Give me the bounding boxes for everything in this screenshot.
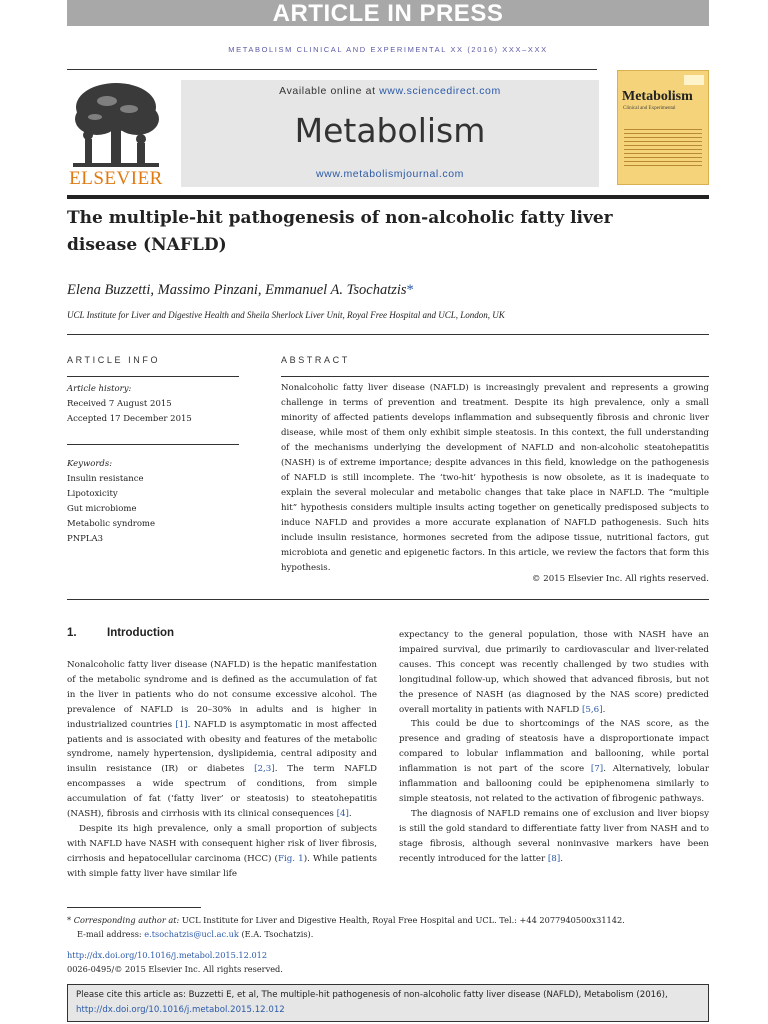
paragraph: Despite its high prevalence, only a small proportion of subjects with NAFLD have NASH with consequent higher risk of liver fibrosis, cirrhosis and hepatocellular carcinoma (HCC) (Fig. 1). While patients with simple fatty liver have similar life: [67, 823, 377, 879]
affiliation: UCL Institute for Liver and Digestive Health and Sheila Sherlock Liver Unit, Royal Free Hospital and UCL, London, UK: [67, 310, 505, 320]
affiliation-rule: [67, 334, 709, 335]
issn-copyright: 0026-0495/© 2015 Elsevier Inc. All rights reserved.: [67, 964, 283, 974]
paragraph: expectancy to the general population, those with NASH have an impaired survival, due primarily to cardiovascular and liver-related causes. This concept was recently challenged by two studies with longitudinal follow-up, which showed that advanced fibrosis, but not the presence of NASH (as diagnosed by the NAS score) predicted overall mortality in patients with NAFLD [5,6].: [399, 630, 709, 715]
paragraph: This could be due to shortcomings of the NAS score, as the presence and grading of steatosis have a disproportionate impact compared to lobular inflammation and ballooning, while portal inflammation is not part of the score [7]. Alternatively, lobular inflammation and ballooning could be epiphenomena similarly to simple steatosis, not related to the activation of fibrogenic pathways.: [399, 719, 709, 804]
article-info-heading: ARTICLE INFO: [67, 355, 161, 365]
footnote-mark: *: [67, 915, 72, 925]
cover-label-box: [684, 75, 704, 85]
section-heading-introduction: [67, 627, 174, 639]
article-history: [67, 382, 192, 427]
keyword-item: PNPLA3: [67, 534, 104, 544]
abstract-rule: [281, 376, 709, 377]
section-number: 1.: [67, 627, 77, 639]
publisher-wordmark: ELSEVIER: [69, 168, 163, 189]
citation-link[interactable]: [2,3]: [254, 764, 275, 775]
keywords-block: [67, 457, 155, 547]
abstract-text: Nonalcoholic fatty liver disease (NAFLD) is increasingly prevalent and represents a growing challenge in terms of prevention and treatment. Despite its high prevalence, only a small minority of affected patients develops inflammation and subsequently fibrosis and chronic liver disease, while most of them only exhibit simple steatosis. In this context, the full understanding of the mechanisms underlying the development of NAFLD and non-alcoholic steatohepatitis (NASH) is of extreme importance; despite advances in this field, knowledge on the pathogenesis of NAFLD is still incomplete. The ‘two-hit’ hypothesis is now obsolete, as it is inadequate to explain the several molecular and metabolic changes that take place in NAFLD. The “multiple hit” hypothesis considers multiple insults acting together on genetically predisposed subjects to induce NAFLD and provides a more accurate explanation of NAFLD pathogenesis. Such hits include insulin resistance, hormones secreted from the adipose tissue, nutritional factors, gut microbiota and genetic and epigenetic factors. In this article, we review the factors that form this hypothesis.: [281, 383, 709, 573]
body-column-left: [67, 658, 377, 882]
accepted-date: Accepted 17 December 2015: [67, 414, 192, 424]
footnote-text: UCL Institute for Liver and Digestive Health, Royal Free Hospital and UCL. Tel.: +44 2077940500x31142.: [179, 915, 625, 925]
section-title: Introduction: [107, 627, 175, 639]
front-matter-bottom-rule: [67, 599, 709, 600]
keywords-label: Keywords:: [67, 459, 113, 469]
keyword-item: Metabolic syndrome: [67, 519, 156, 529]
cover-subtitle: Clinical and Experimental: [623, 106, 676, 111]
article-info-rule: [67, 376, 239, 377]
citation-link[interactable]: [4]: [336, 809, 349, 820]
keyword-item: Lipotoxicity: [67, 489, 118, 499]
email-link[interactable]: e.tsochatzis@ucl.ac.uk: [144, 929, 239, 939]
citation-doi-link[interactable]: http://dx.doi.org/10.1016/j.metabol.2015.12.012: [76, 1005, 285, 1015]
received-date: Received 7 August 2015: [67, 399, 172, 409]
article-info-divider: [67, 444, 239, 445]
footnote-rule: [67, 907, 201, 908]
header-thick-rule: [67, 195, 709, 199]
history-label: Article history:: [67, 384, 132, 394]
abstract-copyright: © 2015 Elsevier Inc. All rights reserved.: [531, 574, 709, 584]
citation-link[interactable]: [7]: [590, 764, 604, 775]
citation-link[interactable]: [8]: [547, 853, 561, 864]
email-suffix: (E.A. Tsochatzis).: [238, 929, 314, 939]
citation-link[interactable]: [1]: [175, 719, 188, 730]
sciencedirect-link[interactable]: www.sciencedirect.com: [379, 85, 501, 97]
author-list: [67, 282, 414, 299]
citation-text: Please cite this article as: Buzzetti E, et al, The multiple-hit pathogenesis of non-alcoholic fatty liver disease (NAFLD), Metabolism (2016),: [76, 990, 668, 1000]
journal-running-head: METABOLISM CLINICAL AND EXPERIMENTAL XX (2016) XXX–XXX: [228, 45, 548, 54]
corresponding-author-footnote: [67, 913, 709, 941]
cover-contents-lines: [624, 129, 702, 169]
citation-link[interactable]: [5,6]: [582, 704, 603, 715]
abstract-heading: ABSTRACT: [281, 355, 350, 365]
corresponding-author-mark[interactable]: *: [406, 282, 414, 298]
keyword-item: Insulin resistance: [67, 474, 144, 484]
article-title: The multiple-hit pathogenesis of non-alcoholic fatty liver disease (NAFLD): [67, 208, 613, 255]
citation-notice-box: [67, 984, 709, 1022]
authors-text: Elena Buzzetti, Massimo Pinzani, Emmanuel A. Tsochatzis: [67, 282, 407, 298]
journal-name: Metabolism: [294, 111, 486, 150]
doi-block: [67, 948, 283, 976]
journal-cover-thumbnail: [617, 70, 709, 185]
available-label: Available online at: [279, 85, 380, 97]
footnote-label: Corresponding author at:: [73, 915, 180, 925]
available-online: [181, 85, 599, 97]
doi-link[interactable]: http://dx.doi.org/10.1016/j.metabol.2015.12.012: [67, 950, 268, 960]
email-label: E-mail address:: [77, 929, 145, 939]
header-top-rule: [67, 69, 597, 70]
paragraph: The diagnosis of NAFLD remains one of exclusion and liver biopsy is still the gold standard to differentiate fatty liver from NASH and to stage fibrosis, although several noninvasive markers have been recently introduced for the latter [8].: [399, 808, 709, 864]
cover-title: Metabolism: [622, 89, 693, 104]
paragraph: Nonalcoholic fatty liver disease (NAFLD) is the hepatic manifestation of the metabolic syndrome and is defined as the accumulation of fat in the liver in patients who do not consume excessive alcohol. The prevalence of NAFLD is 20–30% in adults and is higher in industrialized countries [1]. NAFLD is asymptomatic in most affected patients and is associated with obesity and features of the metabolic syndrome, namely hypertension, dyslipidemia, central adiposity and insulin resistance (IR) or diabetes [2,3]. The term NAFLD encompasses a wide spectrum of conditions, from simple accumulation of fat (‘fatty liver’ or steatosis) to steatohepatitis (NASH), fibrosis and cirrhosis with its clinical consequences [4].: [67, 660, 377, 820]
body-column-right: [399, 628, 709, 867]
journal-url-link[interactable]: www.metabolismjournal.com: [315, 168, 465, 180]
article-in-press-banner: ARTICLE IN PRESS: [67, 0, 709, 26]
keyword-item: Gut microbiome: [67, 504, 137, 514]
figure-link[interactable]: Fig. 1: [277, 853, 304, 864]
